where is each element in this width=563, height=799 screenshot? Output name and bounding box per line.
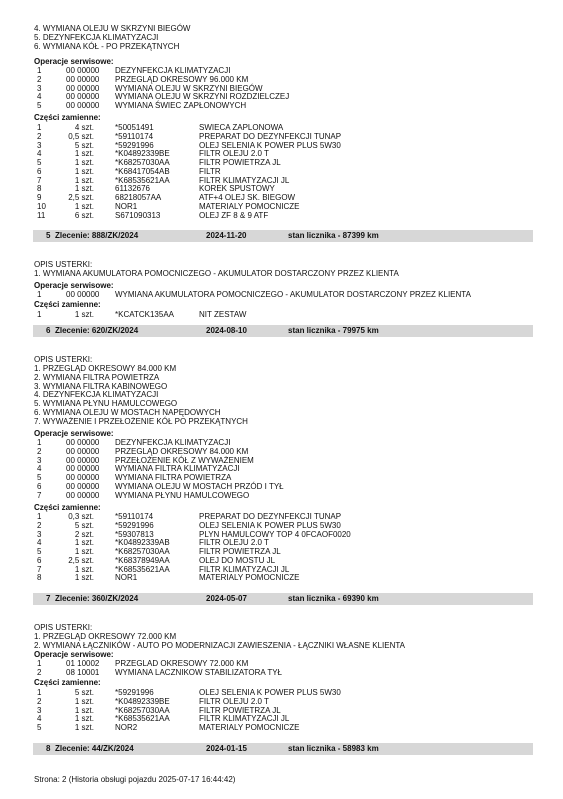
czesc-cell: *K68378949AA [115,555,170,565]
operacja-cell: 1 [37,290,42,299]
operacja-cell: WYMIANA LACZNIKOW STABILIZATORA TYŁ [115,667,282,677]
usterka-line: 7. WYWAŻENIE I PRZEŁOŻENIE KÓŁ PO PRZEKĄTNYCH [34,416,248,426]
czesc-cell: *59110174 [115,512,154,521]
zlecenie-bar [33,325,533,337]
operacja-cell: 7 [37,490,42,500]
zlecenie-bar [33,230,533,242]
operacja-cell: 00 00000 [66,464,100,474]
czesc-cell: *59291996 [115,140,154,150]
czesc-cell: 5 [37,723,42,732]
czesc-cell: FILTR [199,166,221,176]
czesc-cell: 4 [37,538,42,548]
usterka-line: 2. WYMIANA FILTRA POWIETRZA [34,372,160,382]
czesc-cell: KOREK SPUSTOWY [199,184,275,194]
zlecenie-label: Zlecenie: 360/ZK/2024 [55,594,139,603]
operacja-cell: 6 [37,481,42,491]
czesci-heading: Części zamienne: [34,113,101,122]
czesci-heading: Części zamienne: [34,300,101,309]
czesc-cell: 4 szt. [74,123,94,132]
usterka-line: 6. WYMIANA OLEJU W MOSTACH NAPĘDOWYCH [34,407,221,417]
czesc-cell: NOR1 [115,201,138,211]
czesc-cell: 1 szt. [74,714,94,724]
czesc-cell: FILTR OLEJU 2.0 T [199,696,269,706]
czesc-cell: FILTR POWIETRZA JL [199,547,281,556]
czesc-cell: 6 [37,555,42,565]
czesc-row [0,724,563,733]
czesc-cell: 1 szt. [74,166,94,176]
usterka-line: 6. WYMIANA KÓŁ - PO PRZEKĄTNYCH [34,41,180,51]
operacja-cell: WYMIANA OLEJU W MOSTACH PRZÓD I TYŁ [115,481,284,491]
operacja-cell: 00 00000 [66,473,100,482]
czesc-cell: NIT ZESTAW [199,310,247,319]
czesc-cell: *K68535621AA [115,175,170,185]
czesc-cell: PREPARAT DO DEZYNFEKCJI TUNAP [199,131,342,141]
czesc-cell: 6 szt. [74,210,94,220]
usterka-line: 4. DEZYNFEKCJA KLIMATYZACJI [34,390,159,400]
operacja-cell: 00 00000 [66,490,100,500]
czesc-cell: FILTR KLIMATYZACJI JL [199,714,290,724]
czesc-row [0,212,563,221]
zlecenie-bar [33,743,533,755]
usterka-line: 2. WYMIANA ŁĄCZNIKÓW - AUTO PO MODERNIZACJI ZAWIESZENIA - ŁĄCZNIKI WŁASNE KLIENTA [34,640,406,650]
czesc-cell: *59307813 [115,529,154,539]
czesc-cell: *59291996 [115,688,154,697]
czesc-cell: 2,5 szt. [68,555,94,565]
czesc-cell: 1 szt. [74,723,94,732]
czesc-cell: 61132676 [115,184,150,194]
czesci-heading: Części zamienne: [34,503,101,512]
operacja-cell: WYMIANA FILTRA POWIETRZA [115,473,232,482]
operacja-cell: 00 00000 [66,83,100,93]
czesc-cell: FILTR KLIMATYZACJI JL [199,564,290,574]
page-footer: Strona: 2 (Historia obsługi pojazdu 2025-07-17 16:44:42) [34,775,236,784]
czesc-cell: 68218057AA [115,193,162,202]
zlecenie-number: 5 [46,231,51,240]
czesc-cell: *50051491 [115,123,154,132]
operacja-cell: 2 [37,446,42,456]
operacja-cell: PRZEGLAD OKRESOWY 72.000 KM [115,659,249,668]
operacje-heading: Operacje serwisowe: [34,281,114,290]
operacja-cell: 00 00000 [66,481,100,491]
zlecenie-licznik: stan licznika - 79975 km [288,326,379,335]
operacja-cell: PRZEŁOŻENIE KÓŁ Z WYWAŻENIEM [115,455,254,465]
operacja-cell: WYMIANA AKUMULATORA POMOCNICZEGO - AKUMULATOR DOSTARCZONY PRZEZ KLIENTA [115,290,471,299]
czesc-cell: 2 szt. [74,529,94,539]
czesc-cell: 7 [37,175,42,185]
czesc-cell: 1 szt. [74,310,94,319]
operacja-cell: 2 [37,74,42,84]
czesci-heading: Części zamienne: [34,678,101,687]
operacja-cell: 00 00000 [66,438,100,447]
czesc-cell: OLEJ SELENIA K POWER PLUS 5W30 [199,520,341,530]
czesc-cell: 5 [37,158,42,167]
czesc-cell: FILTR KLIMATYZACJI JL [199,175,290,185]
czesc-cell: 0,5 szt. [68,131,94,141]
czesc-cell: 5 szt. [74,688,94,697]
operacja-cell: DEZYNFEKCJA KLIMATYZACJI [115,438,231,447]
zlecenie-number: 6 [46,326,51,335]
czesc-cell: ATF+4 OLEJ SK. BIEGOW [199,193,296,202]
czesc-cell: 1 [37,512,42,521]
czesc-cell: 8 [37,184,42,194]
zlecenie-label: Zlecenie: 620/ZK/2024 [55,326,139,335]
operacja-cell: WYMIANA FILTRA KLIMATYZACJI [115,464,240,474]
czesc-cell: 4 [37,714,42,724]
usterka-line: 1. WYMIANA AKUMULATORA POMOCNICZEGO - AKUMULATOR DOSTARCZONY PRZEZ KLIENTA [34,269,399,278]
czesc-cell: 3 [37,140,42,150]
czesc-cell: OLEJ SELENIA K POWER PLUS 5W30 [199,140,341,150]
zlecenie-licznik: stan licznika - 69390 km [288,594,379,603]
czesc-cell: 1 szt. [74,705,94,715]
czesc-cell: MATERIALY POMOCNICZE [199,723,300,732]
operacja-cell: 00 00000 [66,446,100,456]
czesc-cell: 5 [37,547,42,556]
czesc-cell: PREPARAT DO DEZYNFEKCJI TUNAP [199,512,342,521]
zlecenie-date: 2024-05-07 [206,594,247,603]
czesc-cell: 1 szt. [74,149,94,159]
czesc-cell: OLEJ DO MOSTU JL [199,555,276,565]
opis-usterki-label: OPIS USTERKI: [34,260,93,269]
czesc-cell: 5 szt. [74,520,94,530]
operacja-cell: 5 [37,101,42,110]
operacja-cell: 4 [37,464,42,474]
czesc-cell: *KCATCK135AA [115,310,174,319]
czesc-cell: *K04892339BE [115,149,170,159]
czesc-cell: 1 szt. [74,696,94,706]
czesc-cell: 2 [37,131,42,141]
czesc-cell: 1 szt. [74,547,94,556]
zlecenie-label: Zlecenie: 44/ZK/2024 [55,744,134,753]
operacja-cell: WYMIANA OLEJU W SKRZYNI BIEGÓW [115,83,263,93]
operacja-row [0,291,563,300]
czesc-cell: 1 szt. [74,564,94,574]
zlecenie-label: Zlecenie: 888/ZK/2024 [55,231,139,240]
czesc-cell: 2 [37,696,42,706]
operacja-cell: 00 00000 [66,101,100,110]
czesc-cell: 11 [37,210,46,220]
czesc-cell: 8 [37,573,42,583]
operacja-cell: 01 10002 [66,659,100,668]
czesc-cell: NOR2 [115,723,138,732]
usterka-line: 5. WYMIANA PŁYNU HAMULCOWEGO [34,399,178,408]
operacja-cell: 08 10001 [66,667,100,677]
zlecenie-bar [33,593,533,605]
operacja-cell: WYMIANA OLEJU W SKRZYNI ROZDZIELCZEJ [115,92,290,102]
czesc-cell: 1 szt. [74,573,94,583]
usterka-line: 4. WYMIANA OLEJU W SKRZYNI BIEGÓW [34,24,191,33]
zlecenie-licznik: stan licznika - 58983 km [288,744,379,753]
operacja-cell: 00 00000 [66,455,100,465]
operacja-cell: 3 [37,455,42,465]
czesc-cell: 2,5 szt. [68,193,94,202]
operacja-cell: 00 00000 [66,66,100,75]
zlecenie-date: 2024-08-10 [206,326,247,335]
czesc-cell: FILTR OLEJU 2.0 T [199,538,269,548]
operacje-heading: Operacje serwisowe: [34,650,114,659]
czesc-cell: FILTR POWIETRZA JL [199,705,281,715]
czesc-cell: 1 szt. [74,201,94,211]
czesc-cell: *K04892339AB [115,538,170,548]
czesc-cell: 1 szt. [74,158,94,167]
czesc-cell: OLEJ SELENIA K POWER PLUS 5W30 [199,688,341,697]
czesc-cell: *K68257030AA [115,705,170,715]
zlecenie-licznik: stan licznika - 87399 km [288,231,379,240]
usterka-line: 3. WYMIANA FILTRA KABINOWEGO [34,381,168,391]
czesc-cell: OLEJ ZF 8 & 9 ATF [199,210,269,220]
czesc-cell: 3 [37,705,42,715]
czesc-cell: FILTR OLEJU 2.0 T [199,149,269,159]
operacja-cell: 00 00000 [66,290,100,299]
czesc-cell: *K68535621AA [115,714,170,724]
opis-usterki-label: OPIS USTERKI: [34,623,93,632]
operacja-cell: 1 [37,66,42,75]
operacja-cell: 1 [37,659,42,668]
czesc-cell: 0,3 szt. [68,512,94,521]
czesc-cell: 1 szt. [74,184,94,194]
usterka-line: 5. DEZYNFEKCJA KLIMATYZACJI [34,32,159,42]
zlecenie-date: 2024-11-20 [206,231,247,240]
operacja-cell: 2 [37,667,42,677]
opis-usterki-label: OPIS USTERKI: [34,355,93,364]
czesc-cell: 4 [37,149,42,159]
czesc-row [0,311,563,320]
operacja-cell: 4 [37,92,42,102]
operacje-heading: Operacje serwisowe: [34,429,114,438]
operacja-cell: 5 [37,473,42,482]
operacja-row [0,669,563,678]
operacja-cell: DEZYNFEKCJA KLIMATYZACJI [115,66,231,75]
czesc-cell: NOR1 [115,573,138,583]
operacja-cell: PRZEGLĄD OKRESOWY 96.000 KM [115,74,249,84]
operacja-cell: 00 00000 [66,74,100,84]
operacja-cell: 00 00000 [66,92,100,102]
usterka-line: 1. PRZEGLĄD OKRESOWY 84.000 KM [34,364,177,373]
czesc-cell: 1 [37,310,42,319]
operacja-cell: WYMIANA ŚWIEC ZAPŁONOWYCH [115,101,247,110]
czesc-row [0,574,563,583]
czesc-cell: 3 [37,529,42,539]
czesc-cell: 1 [37,123,42,132]
usterka-line: 1. PRZEGLĄD OKRESOWY 72.000 KM [34,632,177,641]
czesc-cell: 9 [37,193,42,202]
czesc-cell: 1 szt. [74,175,94,185]
czesc-cell: *59291996 [115,520,154,530]
czesc-cell: PLYN HAMULCOWY TOP 4 0FCAOF0020 [199,529,351,539]
operacja-cell: 3 [37,83,42,93]
zlecenie-number: 7 [46,594,51,603]
czesc-cell: 5 szt. [74,140,94,150]
czesc-cell: S671090313 [115,210,161,220]
zlecenie-number: 8 [46,744,51,753]
czesc-cell: 10 [37,201,46,211]
operacja-row [0,492,563,501]
czesc-cell: MATERIALY POMOCNICZE [199,201,300,211]
czesc-cell: 1 szt. [74,538,94,548]
czesc-cell: 7 [37,564,42,574]
czesc-cell: *K68257030AA [115,158,170,167]
czesc-cell: 1 [37,688,42,697]
operacje-heading: Operacje serwisowe: [34,57,114,66]
zlecenie-date: 2024-01-15 [206,744,247,753]
czesc-cell: 6 [37,166,42,176]
czesc-cell: *59110174 [115,131,154,141]
czesc-cell: FILTR POWIETRZA JL [199,158,281,167]
czesc-cell: *K68535621AA [115,564,170,574]
operacja-row [0,102,563,111]
operacja-cell: 1 [37,438,42,447]
czesc-cell: MATERIALY POMOCNICZE [199,573,300,583]
czesc-cell: *K04892339BE [115,696,170,706]
operacja-cell: PRZEGLĄD OKRESOWY 84.000 KM [115,446,249,456]
czesc-cell: *K68257030AA [115,547,170,556]
czesc-cell: *K68417054AB [115,166,170,176]
czesc-cell: SWIECA ZAPLONOWA [199,123,284,132]
czesc-cell: 2 [37,520,42,530]
operacja-cell: WYMIANA PŁYNU HAMULCOWEGO [115,490,250,500]
